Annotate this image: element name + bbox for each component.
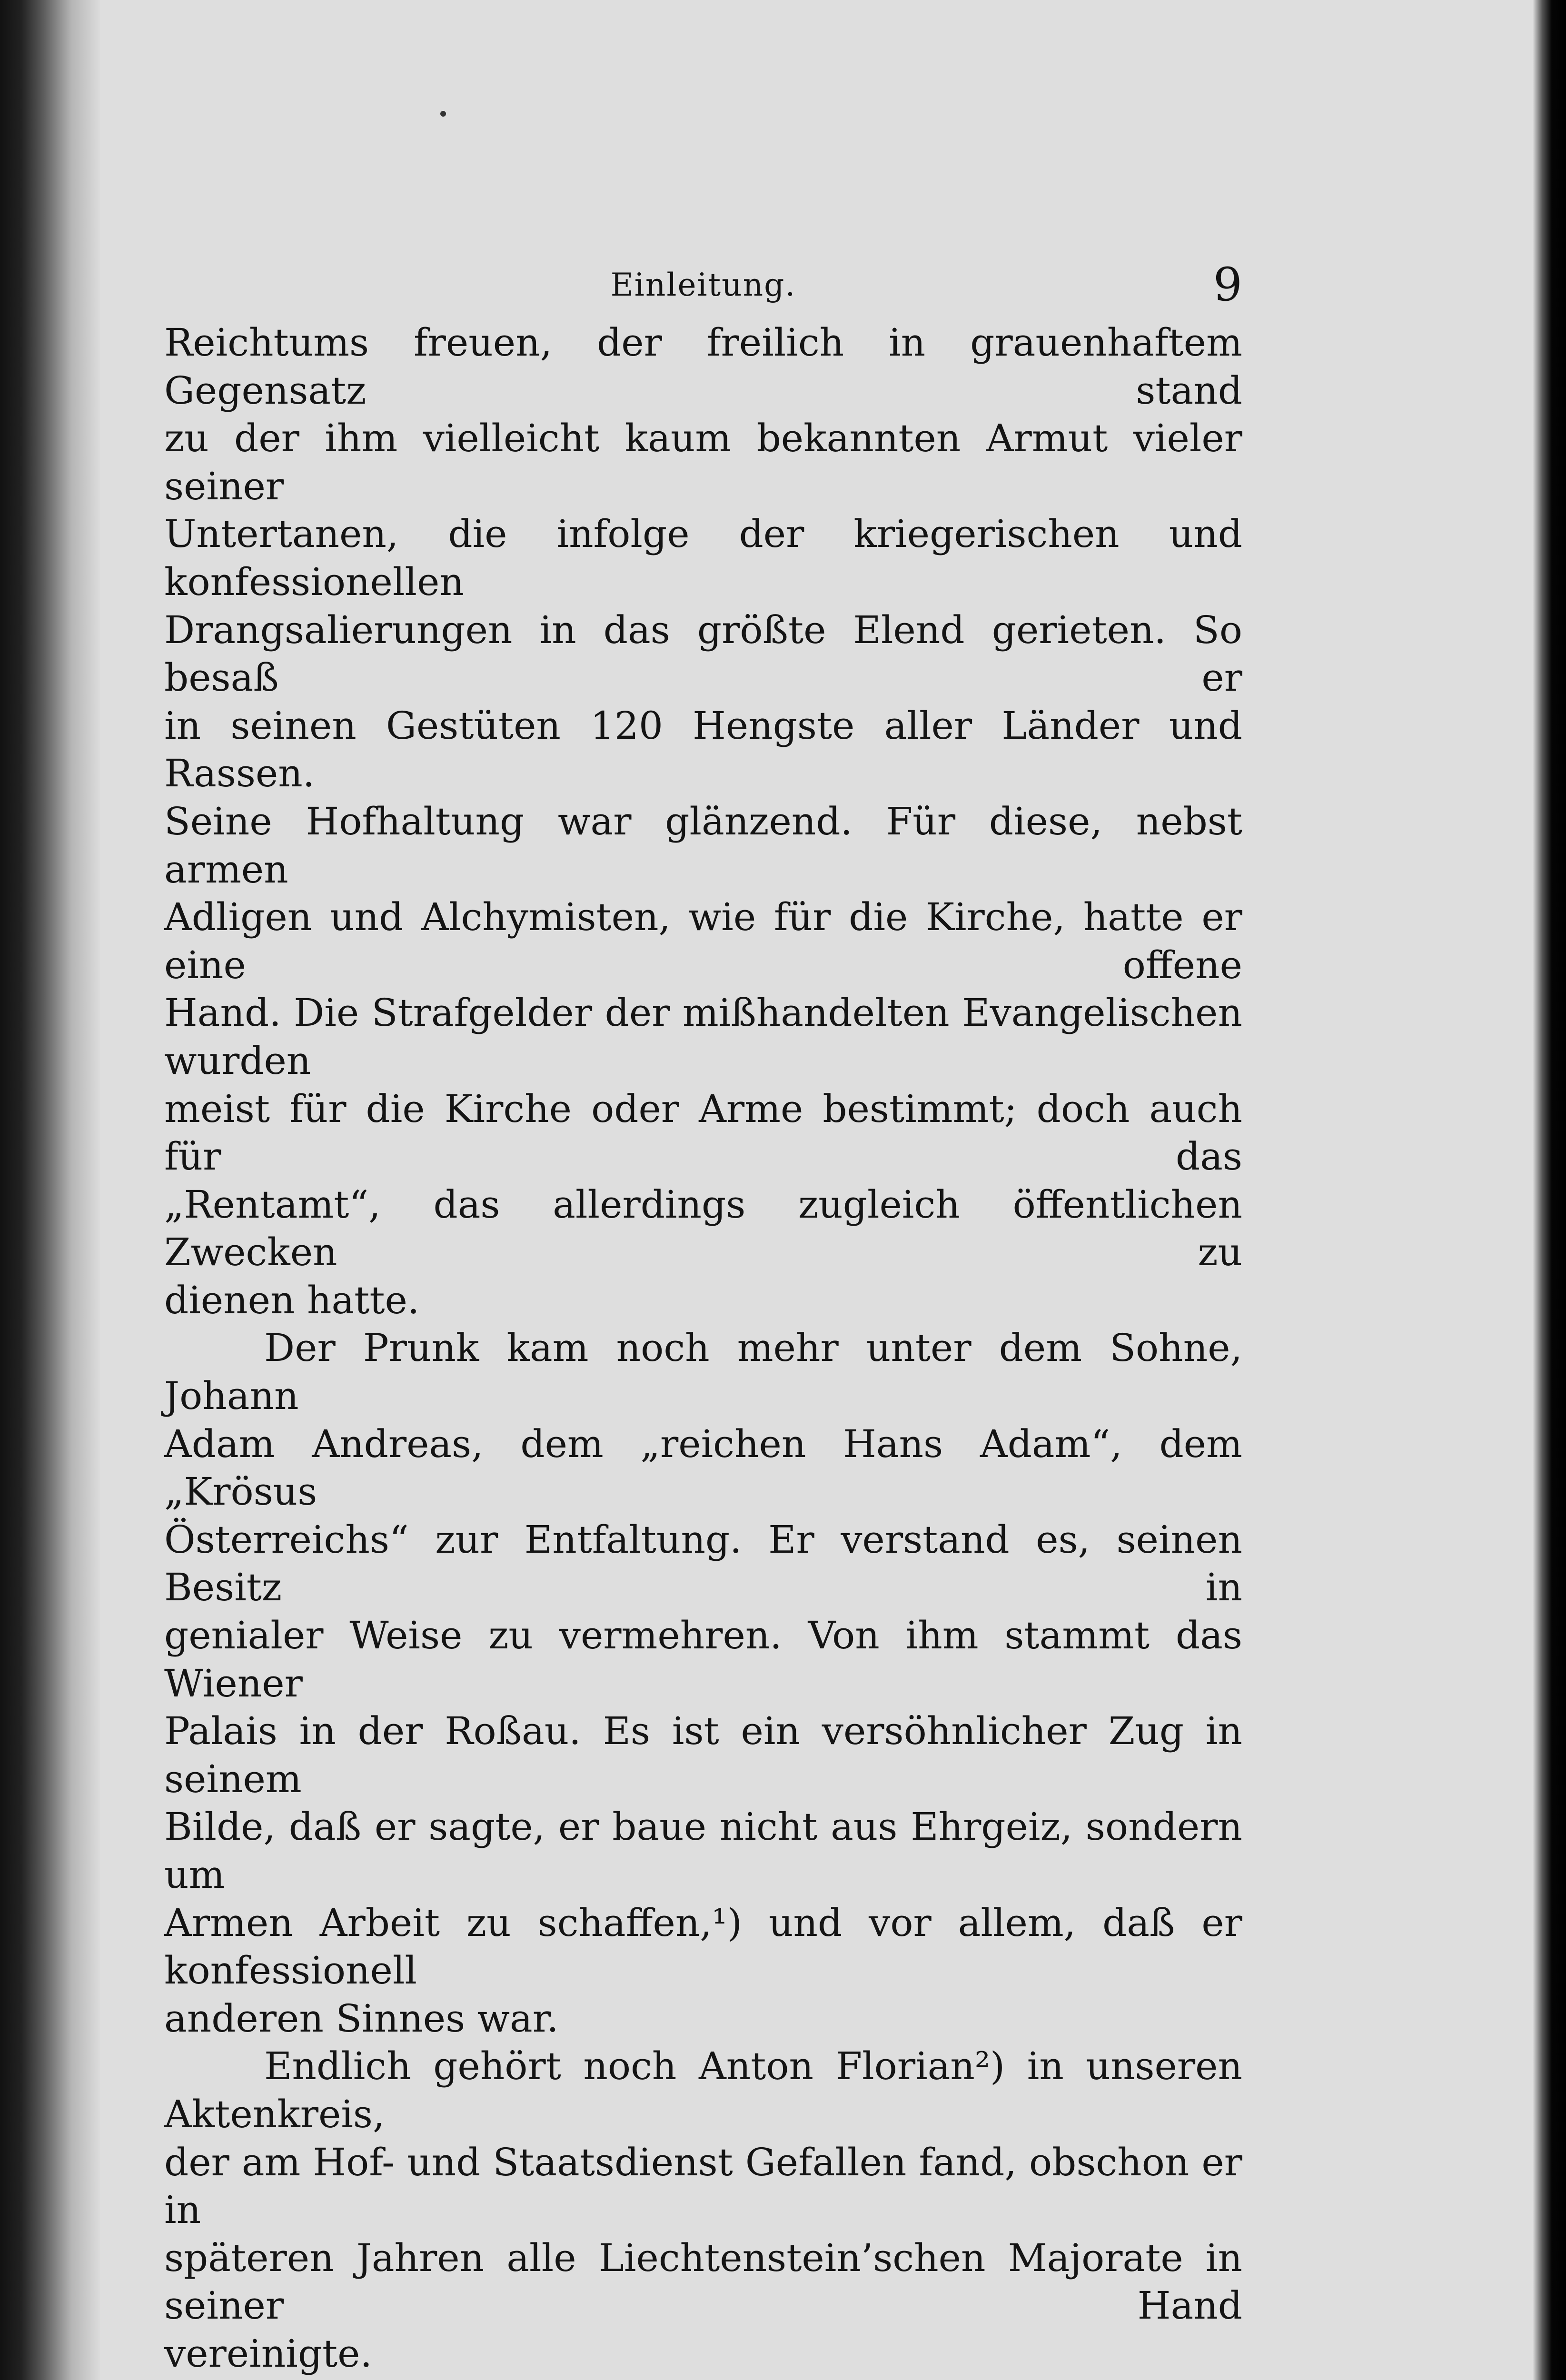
ink-speck (440, 111, 446, 117)
text-line: Untertanen, die infolge der kriegerischen und konfessionellen (164, 512, 1242, 604)
text-line: Drangsalierungen in das größte Elend gerieten. So besaß er (164, 607, 1242, 700)
running-head (164, 258, 1242, 319)
page-edge-shadow (1533, 0, 1566, 2380)
text-line (164, 2378, 1242, 2380)
text-line: späteren Jahren alle Liechtenstein’schen Majorate in seiner Hand (164, 2235, 1242, 2328)
text-line: Seine Hofhaltung war glänzend. Für diese, nebst armen (164, 799, 1242, 892)
text-line: der am Hof- und Staatsdienst Gefallen fand, obschon er in (164, 2140, 1242, 2232)
page-number: 9 (1213, 258, 1242, 311)
text-line: Adligen und Alchymisten, wie für die Kirche, hatte er eine offene (164, 895, 1242, 987)
text-line: Bilde, daß er sagte, er baue nicht aus Ehrgeiz, sondern um (164, 1805, 1242, 1897)
text-line: meist für die Kirche oder Arme bestimmt; doch auch für das (164, 1086, 1242, 1179)
page-content (164, 258, 1242, 2380)
text-line: Adam Andreas, dem „reichen Hans Adam“, dem „Krösus (164, 1421, 1242, 1514)
text-line: dienen hatte. (164, 1278, 420, 1322)
text-line: genialer Weise zu vermehren. Von ihm stammt das Wiener (164, 1613, 1242, 1706)
text-line: zu der ihm vielleicht kaum bekannten Armut vieler seiner (164, 416, 1242, 508)
body-text (164, 319, 1242, 2380)
text-line: in seinen Gestüten 120 Hengste aller Länder und Rassen. (164, 703, 1242, 796)
running-title: Einleitung. (610, 267, 796, 303)
text-line: vereinigte. (164, 2331, 372, 2376)
book-binding-shadow (0, 0, 100, 2380)
text-line: Reichtums freuen, der freilich in grauenhaftem Gegensatz stand (164, 320, 1242, 413)
text-line: Palais in der Roßau. Es ist ein versöhnlicher Zug in seinem (164, 1709, 1242, 1801)
text-line: Der Prunk kam noch mehr unter dem Sohne, Johann (164, 1326, 1242, 1418)
text-line: Österreichs“ zur Entfaltung. Er verstand es, seinen Besitz in (164, 1517, 1242, 1610)
text-line: Endlich gehört noch Anton Florian²) in unseren Aktenkreis, (164, 2044, 1242, 2136)
text-line: Armen Arbeit zu schaffen,¹) und vor allem, daß er konfessionell (164, 1900, 1242, 1993)
text-line: „Rentamt“, das allerdings zugleich öffentlichen Zwecken zu (164, 1182, 1242, 1275)
text-line: anderen Sinnes war. (164, 1996, 559, 2041)
text-line: Hand. Die Strafgelder der mißhandelten Evangelischen wurden (164, 991, 1242, 1083)
